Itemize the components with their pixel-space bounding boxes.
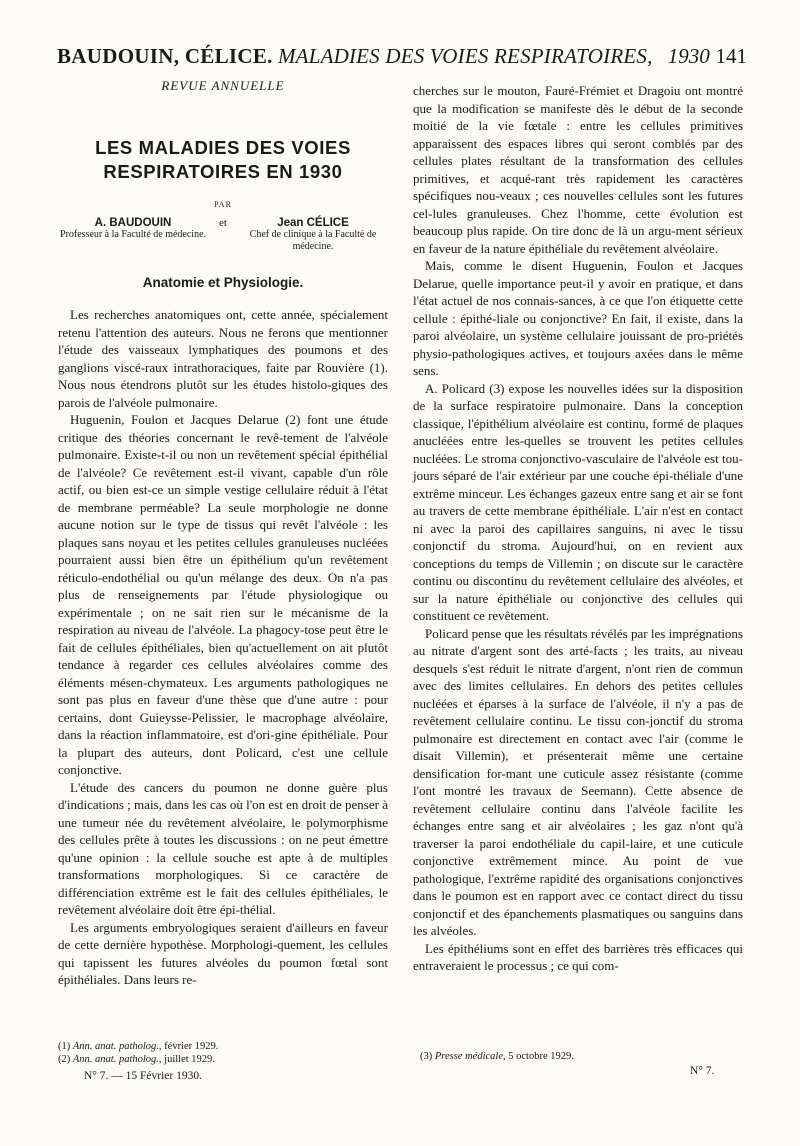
paragraph: Huguenin, Foulon et Jacques Delarue (2) font une étude critique des théories concernant le revê-tement de l'alvéole pulmonaire. Existe-t-il ou non un revêtement spécial épithélial de l'alvéole? Ce revêtement est-il vivant, capable d'un rôle actif, ou bien est-ce un simple vestige cellulaire réduit à l'état de membrane perméable? La seule morphologie ne donne aucune notion sur le type de tissus qui revêt l'alvéole : les plaques sans noyau et les petites cellules granuleuses nucléées pourraient aussi bien être un épithélium qu'un revêtement réticulo-endothélial ou qu'un mélange des deux. On n'a pas plus de renseignements par l'étude physiologique ou expérimentale ; on ne sait rien sur le mécanisme de la respiration au niveau de l'alvéole. La phagocy-tose peut être le fait de cellules épithéliales, bien qu'actuellement on ait plutôt tendance à regarder ces cellules alvéolaires comme des éléments mésen-chymateux. Les arguments pathologiques ne sont pas plus en faveur d'une thèse que d'une autre : pour certains, dont Guieysse-Pelissier, le macrophage alvéolaire, dans la réaction inflammatoire, est d'ori-gine épithéliale. Pour la plupart des auteurs, dont Policard, c'est une cellule conjonctive. (58, 412, 388, 777)
authors-block (58, 217, 388, 253)
page-number: 141 (715, 44, 747, 68)
footnote-3 (420, 1050, 740, 1063)
footnote-number: (1) (58, 1041, 71, 1052)
footnote-number: (3) (420, 1051, 433, 1062)
right-column (413, 82, 743, 975)
footnotes-left (58, 1040, 388, 1083)
paragraph: cherches sur le mouton, Fauré-Frémiet et Dragoiu ont montré que la modification se manifeste dès le début de la seconde moitié de la vie fœtale : entre les cellules primitives apparaissent des espaces libres qui seront comblés par des cellules plates résultant de la transformation des cellules primitives, et acqué-rant très rapidement les caractères spécifiques nou-veaux ; ces nouvelles cellules sont les futures cel-lules granuleuses. Chez l'homme, cette évolution est beaucoup plus rapide. On tire donc de là un argu-ment sérieux en faveur de la nature épithéliale du revêtement alvéolaire. (413, 83, 743, 256)
paragraph: Mais, comme le disent Huguenin, Foulon et Jacques Delarue, quelle importance peut-il y avoir en pratique, et dans l'état actuel de nos connais-sances, à ce que l'on étiquette cette cellule : épithé-liale ou conjonctive? En fait, il existe, dans la paroi alvéolaire, un système cellulaire jouissant de pro-priétés physio-pathologiques actives, et toujours axées dans le même sens. (413, 258, 743, 378)
footnote-date: , février 1929. (158, 1041, 219, 1052)
right-body (413, 82, 743, 975)
paragraph: A. Policard (3) expose les nouvelles idées sur la disposition de la surface respiratoire pulmonaire. Dans la conception classique, l'épithélium alvéolaire est continu, formé de plaques anucléées entre les-quelles se trouvent les petites cellules nucléées. Le stroma conjonctivo-vasculaire de l'alvéole est tou-jours séparé de l'air extérieur par une couche épi-théliale d'une extrême minceur. Les échanges gazeux entre sang et air se font au travers de cette membrane épithéliale. L'air n'est en contact ni avec la paroi des capillaires sanguins, ni avec le tissu conjonctif du stroma. Aujourd'hui, on en revient aux conceptions du temps de Villemin ; on discute sur le caractère continu ou discontinu du revêtement cellulaire des alvéoles, et sur la nature épithéliale ou conjonctive des cellules qui constituent ce revêtement. (413, 380, 743, 623)
article-title (58, 136, 388, 184)
header-title: MALADIES DES VOIES RESPIRATOIRES, (277, 44, 653, 68)
paragraph: Policard pense que les résultats révélés par les imprégnations au nitrate d'argent sont des arté-facts ; les traits, au niveau desquels s'est réduit le nitrate d'argent, n'ont rien de commun avec des limites cellulaires. En dehors des petites cellules nucléées et éparses à la surface de l'alvéole, il n'y a pas de revêtement cellulaire continu. Le tissu con-jonctif du stroma pulmonaire est directement en contact avec l'air (comme le disait Villemin), et présenterait même une certaine densification for-mant une cuticule assez résistante (comme l'ont montré les travaux de Seemann). Cette absence de revêtement cellulaire continu dans l'alvéole facilite les échanges entre sang et air alvéolaires ; les gaz n'ont qu'à traverser la paroi endothéliale du capil-laire, et une cuticule conjonctive extrêmement mince. Au point de vue pathologique, l'extrême rapidité des organisations conjonctives dans le poumon est en rapport avec ce contact direct du tissu conjonctif et des épanchements plasmatiques ou sanguins dans les alvéoles. (413, 625, 743, 938)
paragraph: Les recherches anatomiques ont, cette année, spécialement retenu l'attention des auteurs. Nous ne ferons que mentionner l'étude des vaisseaux lymphatiques des poumons et des ganglions viscé-raux intrathoraciques, faite par Rouvière (1). Nous nous étendrons plutôt sur les études histolo-giques des parois de l'alvéole pulmonaire. (58, 307, 388, 410)
footnote-source: Ann. anat. patholog. (72, 1041, 159, 1052)
review-label: REVUE ANNUELLE (161, 78, 285, 93)
footnote-1 (58, 1040, 388, 1053)
author-name: Jean CÉLICE (277, 217, 349, 229)
section-title: Anatomie et Physiologie. (142, 275, 304, 290)
paragraph: L'étude des cancers du poumon ne donne guère plus d'indications ; mais, dans les cas où l'on est en droit de penser à une tumeur née du revêtement alvéolaire, le polymorphisme des cellules prête à toutes les discussions : on ne peut émettre qu'une opinion : la cellule souche est apte à de multiples transformations morphologiques. Si ce caractère de différenciation extrême est le fait des cellules épithéliales, le revêtement alvéolaire doit être épi-thélial. (58, 779, 388, 917)
author-role: Professeur à la Faculté de médecine. (59, 229, 207, 240)
issue-number-right: N° 7. (690, 1065, 715, 1077)
author-baudouin (58, 217, 208, 241)
footnote-source: Presse médicale (434, 1051, 504, 1062)
footnote-2 (58, 1053, 388, 1066)
article-title-line2: RESPIRATOIRES EN 1930 (103, 161, 343, 182)
footnote-date: , 5 octobre 1929. (503, 1051, 574, 1062)
and-label: et (219, 217, 227, 229)
paragraph: Les épithéliums sont en effet des barrières très efficaces qui entraveraient le processus ; ce qui com- (413, 940, 743, 973)
left-column (58, 78, 388, 989)
running-header (57, 44, 747, 74)
footnote-date: , juillet 1929. (158, 1054, 215, 1065)
author-celice (238, 217, 388, 253)
footnotes-right (420, 1050, 740, 1063)
header-authors: BAUDOUIN, CÉLICE. (57, 44, 273, 68)
footnote-source: Ann. anat. patholog. (72, 1054, 159, 1065)
left-body (58, 306, 388, 989)
author-role: Chef de clinique à la Faculté de médecine. (249, 229, 377, 252)
header-year: 1930 (667, 44, 710, 68)
footnote-number: (2) (58, 1054, 71, 1065)
author-name: A. BAUDOUIN (94, 217, 172, 229)
par-label: PAR (214, 200, 232, 209)
issue-line: N° 7. — 15 Février 1930. (84, 1070, 202, 1082)
paragraph: Les arguments embryologiques seraient d'ailleurs en faveur de cette dernière hypothèse. Morphologi-quement, les cellules qui tapissent les futures alvéoles du poumon fœtal sont épithéliales. Dans leurs re- (58, 919, 388, 987)
article-title-line1: LES MALADIES DES VOIES (95, 137, 351, 158)
